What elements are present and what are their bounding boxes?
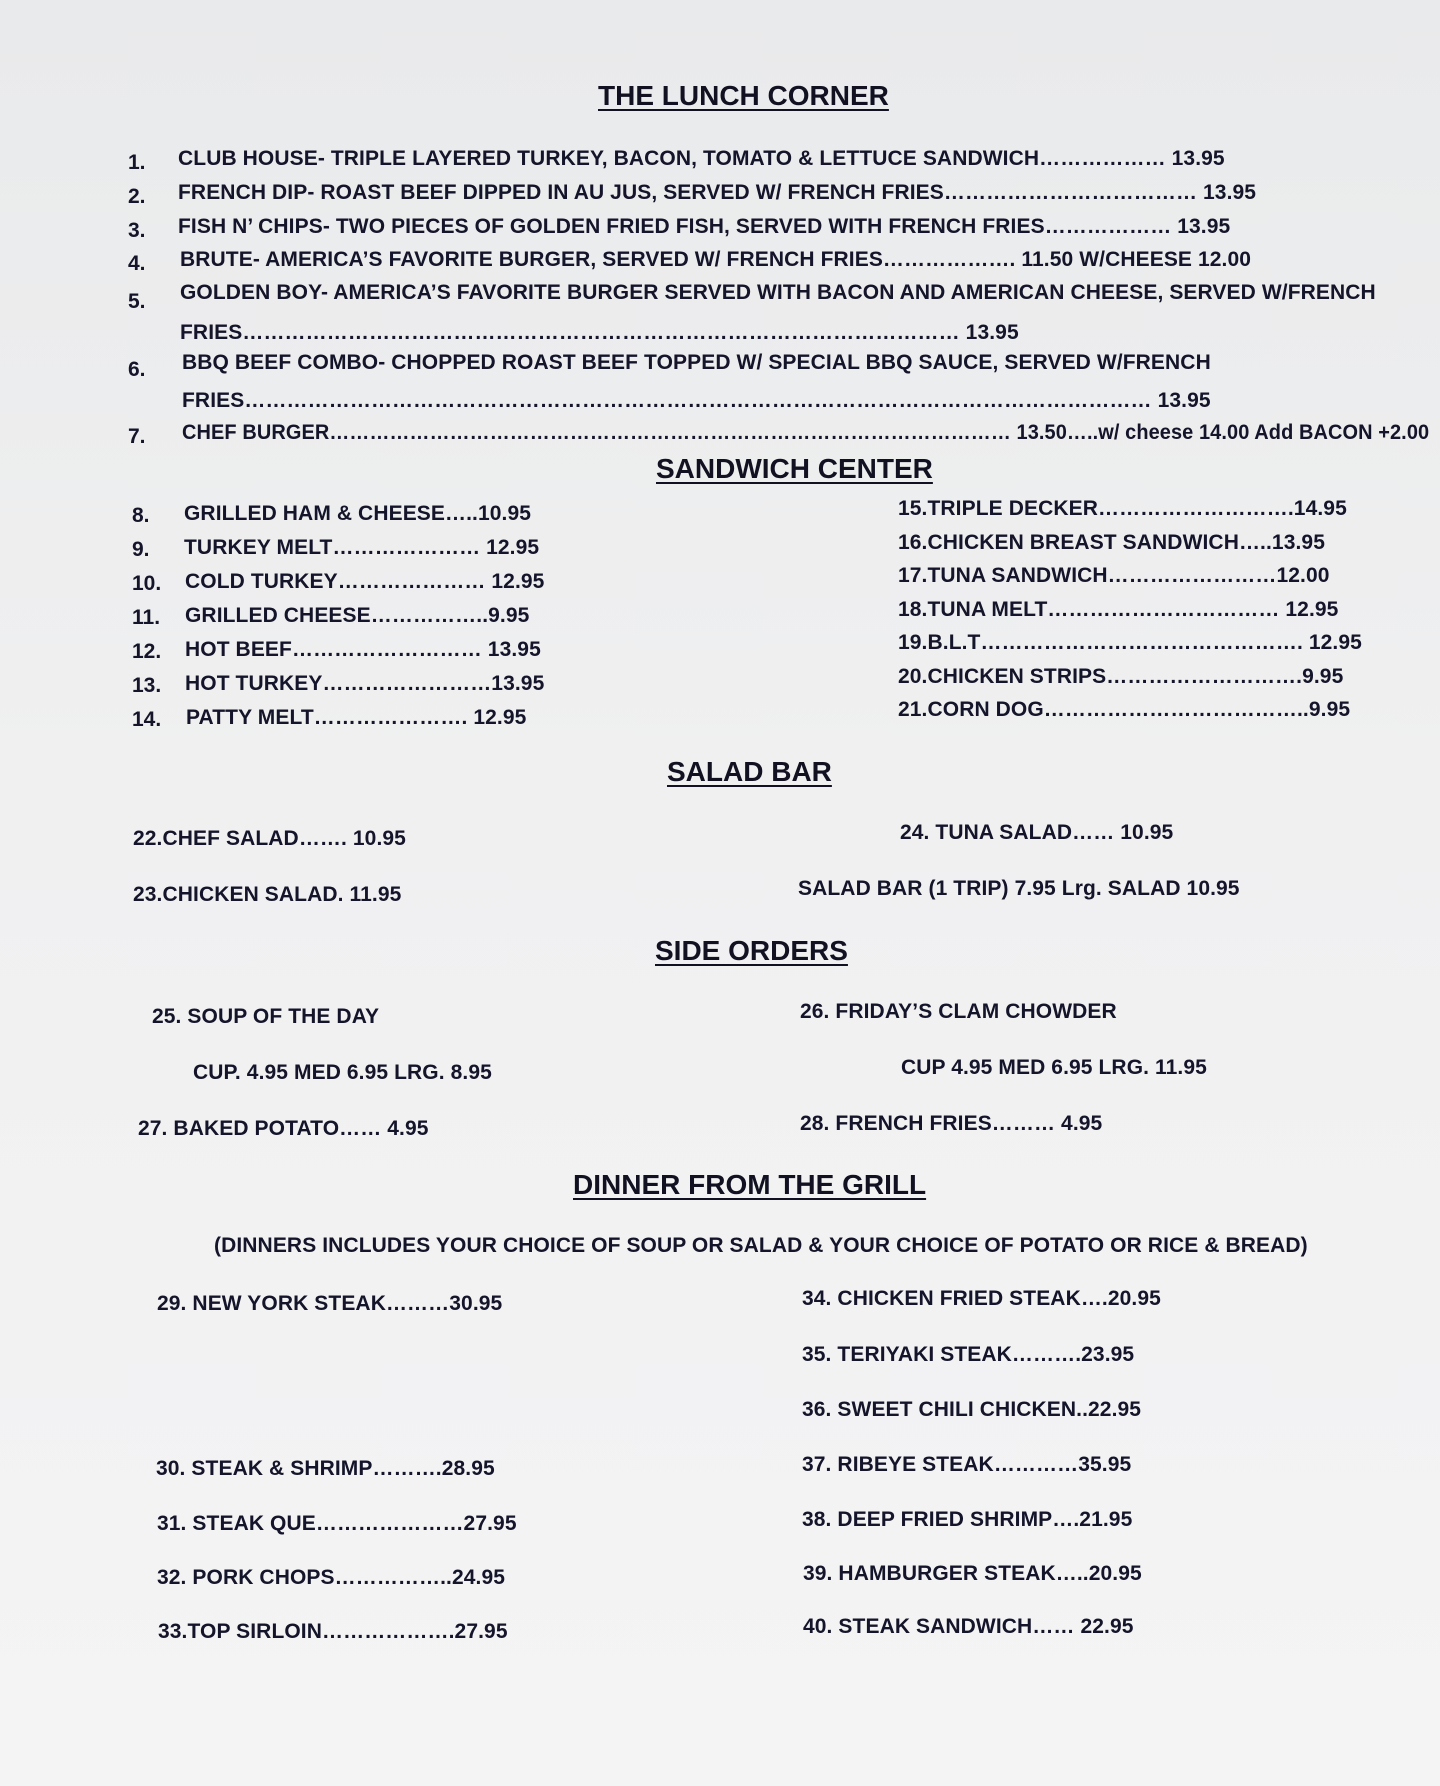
lunch-item: BRUTE- AMERICA’S FAVORITE BURGER, SERVED W/ FRENCH FRIES………………. 11.50 W/CHEESE 12.00 [180, 248, 1252, 271]
lunch-item-number: 7. [128, 425, 146, 448]
side-item: 28. FRENCH FRIES……… 4.95 [800, 1112, 1103, 1135]
lunch-item-continued: FRIES………………………………………………………………………………………………………………… 13.95 [182, 389, 1211, 412]
side-item: 27. BAKED POTATO…… 4.95 [138, 1117, 429, 1140]
sandwich-item: 19.B.L.T………………………………………. 12.95 [898, 631, 1362, 654]
lunch-item: CLUB HOUSE- TRIPLE LAYERED TURKEY, BACON, TOMATO & LETTUCE SANDWICH……………… 13.95 [178, 147, 1225, 170]
lunch-item: CHEF BURGER………………………………………………………………………………………… 13.50…..w/ cheese 14.00 Add BACON +2.00 [182, 421, 1430, 444]
dinner-item: 40. STEAK SANDWICH…… 22.95 [803, 1615, 1134, 1638]
sandwich-item: 16.CHICKEN BREAST SANDWICH…..13.95 [898, 531, 1325, 554]
sandwich-item: HOT TURKEY……………………13.95 [185, 672, 545, 695]
sandwich-item-number: 14. [132, 708, 162, 731]
side-item: 26. FRIDAY’S CLAM CHOWDER [800, 1000, 1117, 1023]
lunch-item-number: 1. [128, 151, 146, 174]
sandwich-item-number: 11. [132, 606, 161, 629]
lunch-item: FRENCH DIP- ROAST BEEF DIPPED IN AU JUS, SERVED W/ FRENCH FRIES……………………………… 13.95 [178, 181, 1257, 204]
dinner-item: 36. SWEET CHILI CHICKEN..22.95 [802, 1398, 1142, 1421]
dinner-item: 39. HAMBURGER STEAK…..20.95 [803, 1562, 1142, 1585]
salad-item: 24. TUNA SALAD…… 10.95 [900, 821, 1174, 844]
dinner-note: (DINNERS INCLUDES YOUR CHOICE OF SOUP OR SALAD & YOUR CHOICE OF POTATO OR RICE & BREAD) [214, 1234, 1308, 1257]
sandwich-item: 21.CORN DOG………………………………..9.95 [898, 698, 1351, 721]
sandwich-item-number: 10. [132, 572, 162, 595]
sandwich-item: 20.CHICKEN STRIPS……………………….9.95 [898, 665, 1344, 688]
dinner-item: 37. RIBEYE STEAK…………35.95 [802, 1453, 1132, 1476]
side-item-prices: CUP. 4.95 MED 6.95 LRG. 8.95 [193, 1061, 492, 1084]
dinner-item: 30. STEAK & SHRIMP……….28.95 [156, 1457, 495, 1480]
dinner-item: 33.TOP SIRLOIN……………….27.95 [158, 1620, 508, 1643]
dinner-item: 34. CHICKEN FRIED STEAK….20.95 [802, 1287, 1161, 1310]
dinner-item: 35. TERIYAKI STEAK……….23.95 [802, 1343, 1135, 1366]
sandwich-item: 17.TUNA SANDWICH……………………12.00 [898, 564, 1330, 587]
sandwich-item: GRILLED HAM & CHEESE…..10.95 [184, 502, 532, 525]
dinner-item: 38. DEEP FRIED SHRIMP….21.95 [802, 1508, 1133, 1531]
lunch-item: GOLDEN BOY- AMERICA’S FAVORITE BURGER SERVED WITH BACON AND AMERICAN CHEESE, SERVED W/FRENCH [180, 281, 1376, 304]
lunch-item: FISH N’ CHIPS- TWO PIECES OF GOLDEN FRIED FISH, SERVED WITH FRENCH FRIES……………… 13.95 [178, 215, 1231, 238]
section-title-dinner-from-the-grill: DINNER FROM THE GRILL [573, 1169, 927, 1200]
sandwich-item-number: 9. [132, 538, 150, 561]
sandwich-item: HOT BEEF……………………… 13.95 [185, 638, 541, 661]
section-title-sandwich-center: SANDWICH CENTER [656, 453, 933, 484]
section-title-salad-bar: SALAD BAR [667, 756, 832, 787]
side-item: 25. SOUP OF THE DAY [152, 1005, 380, 1028]
dinner-item: 32. PORK CHOPS……………..24.95 [157, 1566, 506, 1589]
sandwich-item-number: 8. [132, 504, 150, 527]
lunch-item-number: 6. [128, 358, 146, 381]
dinner-item: 31. STEAK QUE…………………27.95 [157, 1512, 517, 1535]
lunch-item-number: 2. [128, 185, 146, 208]
sandwich-item: 15.TRIPLE DECKER……………………….14.95 [898, 497, 1347, 520]
sandwich-item: GRILLED CHEESE……………..9.95 [185, 604, 530, 627]
sandwich-item: TURKEY MELT………………… 12.95 [184, 536, 540, 559]
side-item-prices: CUP 4.95 MED 6.95 LRG. 11.95 [901, 1056, 1207, 1079]
sandwich-item: COLD TURKEY………………… 12.95 [185, 570, 545, 593]
salad-bar-prices: SALAD BAR (1 TRIP) 7.95 Lrg. SALAD 10.95 [798, 877, 1240, 900]
section-title-lunch-corner: THE LUNCH CORNER [598, 80, 889, 111]
sandwich-item: PATTY MELT…………………. 12.95 [186, 706, 527, 729]
lunch-item-number: 5. [128, 290, 146, 313]
lunch-item-number: 3. [128, 219, 146, 242]
lunch-item-number: 4. [128, 252, 146, 275]
section-title-side-orders: SIDE ORDERS [655, 935, 848, 966]
salad-item: 22.CHEF SALAD……. 10.95 [133, 827, 406, 850]
sandwich-item-number: 13. [132, 674, 162, 697]
sandwich-item-number: 12. [132, 640, 162, 663]
lunch-item-continued: FRIES………………………………………………………………………………………… 13.95 [180, 321, 1019, 344]
lunch-item: BBQ BEEF COMBO- CHOPPED ROAST BEEF TOPPED W/ SPECIAL BBQ SAUCE, SERVED W/FRENCH [182, 351, 1211, 374]
salad-item: 23.CHICKEN SALAD. 11.95 [133, 883, 402, 906]
sandwich-item: 18.TUNA MELT…………………………… 12.95 [898, 598, 1339, 621]
dinner-item: 29. NEW YORK STEAK………30.95 [157, 1292, 503, 1315]
